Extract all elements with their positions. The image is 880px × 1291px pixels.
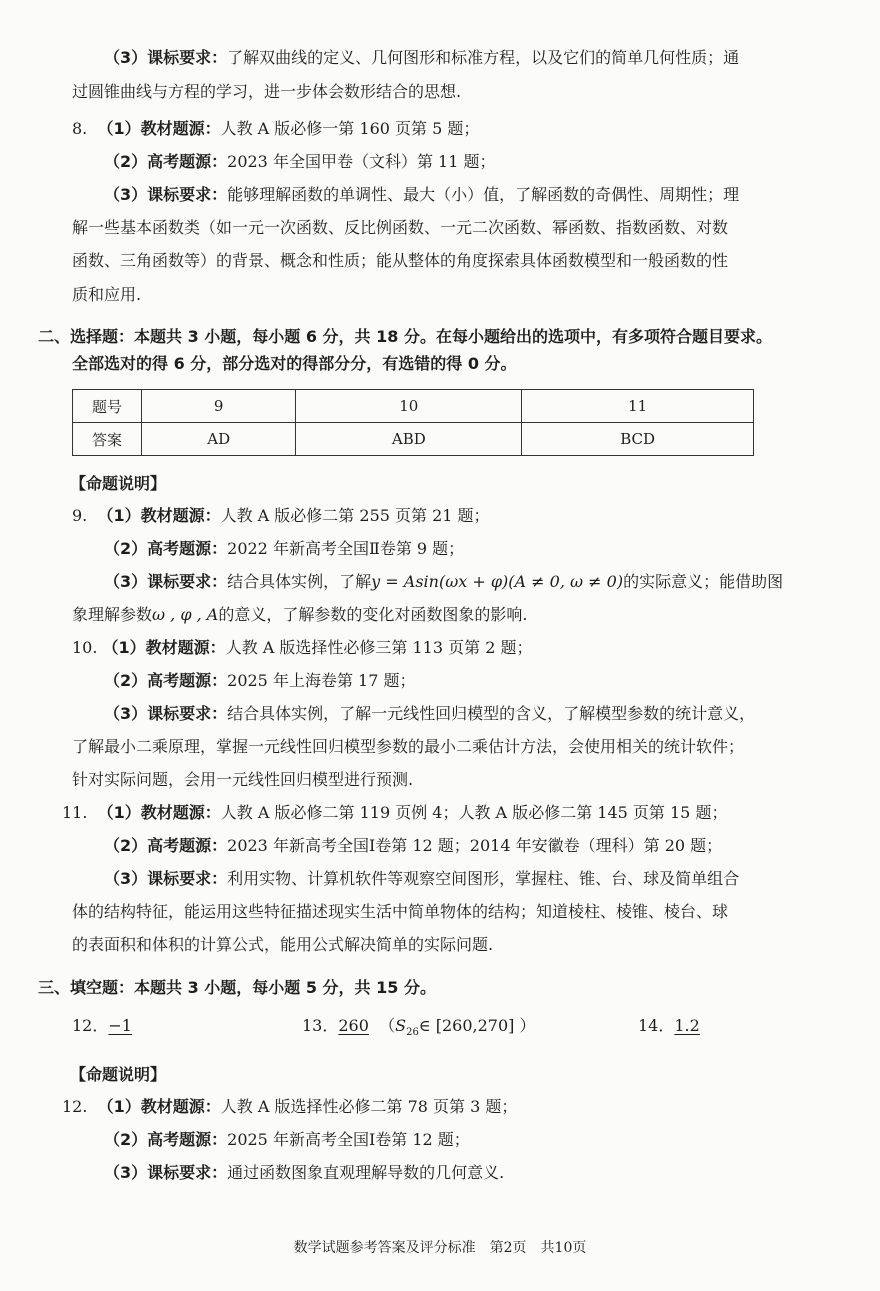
q11-standard-line2: 体的结构特征，能运用这些特征描述现实生活中简单物体的结构；知道棱柱、棱锥、棱台、球 xyxy=(72,902,729,921)
q10-standard-line3: 针对实际问题，会用一元线性回归模型进行预测. xyxy=(72,770,414,789)
section2-title-line2: 全部选对的得 6 分，部分选对的得部分分，有选错的得 0 分。 xyxy=(72,354,517,373)
q11-standard-line1: （3）课标要求：利用实物、计算机软件等观察空间图形，掌握柱、锥、台、球及简单组合 xyxy=(104,869,740,888)
q11-source-exam: （2）高考题源：2023 年新高考全国Ⅰ卷第 12 题；2014 年安徽卷（理科）第 20 题； xyxy=(104,836,723,855)
table-answer-cell: AD xyxy=(142,423,296,456)
table-header-label: 题号 xyxy=(73,390,142,423)
table-answer-cell: BCD xyxy=(522,423,754,456)
section3-title: 三、填空题：本题共 3 小题，每小题 5 分，共 15 分。 xyxy=(38,978,436,997)
q10-source-exam: （2）高考题源：2025 年上海卷第 17 题； xyxy=(104,671,416,690)
table-question-number: 9 xyxy=(142,390,296,423)
section2-title-line1: 二、选择题：本题共 3 小题，每小题 6 分，共 18 分。在每小题给出的选项中，有多项符合题目要求。 xyxy=(38,327,772,346)
q7-standard-line2: 过圆锥曲线与方程的学习，进一步体会数形结合的思想. xyxy=(72,82,462,101)
q11-source-textbook: 11. （1）教材题源：人教 A 版必修二第 119 页例 4；人教 A 版必修二第 145 页第 15 题； xyxy=(62,803,728,822)
table-question-number: 11 xyxy=(522,390,754,423)
answer-table xyxy=(72,389,754,456)
q12-standard-line1: （3）课标要求：通过函数图象直观理解导数的几何意义. xyxy=(104,1163,505,1182)
q12-source-exam: （2）高考题源：2025 年新高考全国Ⅰ卷第 12 题； xyxy=(104,1130,470,1149)
note-heading: 【命题说明】 xyxy=(70,474,167,493)
table-answer-label: 答案 xyxy=(73,423,142,456)
answer-table-answer-row xyxy=(73,423,754,456)
q8-standard-line3: 函数、三角函数等）的背景、概念和性质；能从整体的角度探索具体函数模型和一般函数的性 xyxy=(72,251,729,270)
q9-params: ω , φ , A xyxy=(152,605,219,624)
fill-answer-12: 12．−1 xyxy=(72,1016,132,1035)
table-answer-cell: ABD xyxy=(296,423,522,456)
q9-source-textbook: 9. （1）教材题源：人教 A 版必修二第 255 页第 21 题； xyxy=(72,506,490,525)
q9-standard-line1: （3）课标要求：结合具体实例，了解y = Asin(ωx + φ)(A ≠ 0, ω ≠ 0)的实际意义；能借助图 xyxy=(104,572,784,591)
q10-standard-line2: 了解最小二乘原理，掌握一元线性回归模型参数的最小二乘估计方法，会使用相关的统计软件； xyxy=(72,737,745,756)
q7-standard-line1: （3）课标要求：了解双曲线的定义、几何图形和标准方程，以及它们的简单几何性质；通 xyxy=(104,48,740,67)
q11-standard-line3: 的表面积和体积的计算公式，能用公式解决简单的实际问题. xyxy=(72,935,494,954)
fill-answer-14: 14．1.2 xyxy=(638,1016,700,1035)
q9-standard-line2: 象理解参数ω , φ , A的意义，了解参数的变化对函数图象的影响. xyxy=(72,605,528,624)
q12-source-textbook: 12. （1）教材题源：人教 A 版选择性必修二第 78 页第 3 题； xyxy=(62,1097,518,1116)
q8-standard-line1: （3）课标要求：能够理解函数的单调性、最大（小）值，了解函数的奇偶性、周期性；理 xyxy=(104,185,740,204)
fill-answer-13: 13．260 （$S_{26}\in$ [260,270] ） xyxy=(302,1016,536,1039)
q10-source-textbook: 10. （1）教材题源：人教 A 版选择性必修三第 113 页第 2 题； xyxy=(72,638,533,657)
q8-standard-line2: 解一些基本函数类（如一元一次函数、反比例函数、一元二次函数、幂函数、指数函数、对数 xyxy=(72,218,729,237)
q8-standard-line4: 质和应用. xyxy=(72,285,142,304)
page-footer: 数学试题参考答案及评分标准 第2页 共10页 xyxy=(293,1240,587,1256)
q9-source-exam: （2）高考题源：2022 年新高考全国Ⅱ卷第 9 题； xyxy=(104,539,465,558)
q8-source-exam: （2）高考题源：2023 年全国甲卷（文科）第 11 题； xyxy=(104,152,496,171)
answer-table-header-row xyxy=(73,390,754,423)
q10-standard-line1: （3）课标要求：结合具体实例，了解一元线性回归模型的含义，了解模型参数的统计意义， xyxy=(104,704,756,723)
table-question-number: 10 xyxy=(296,390,522,423)
note-heading-2: 【命题说明】 xyxy=(70,1065,167,1084)
q8-source-textbook: 8. （1）教材题源：人教 A 版必修一第 160 页第 5 题； xyxy=(72,119,480,138)
q9-formula: y = Asin(ωx + φ)(A ≠ 0, ω ≠ 0) xyxy=(371,572,624,591)
